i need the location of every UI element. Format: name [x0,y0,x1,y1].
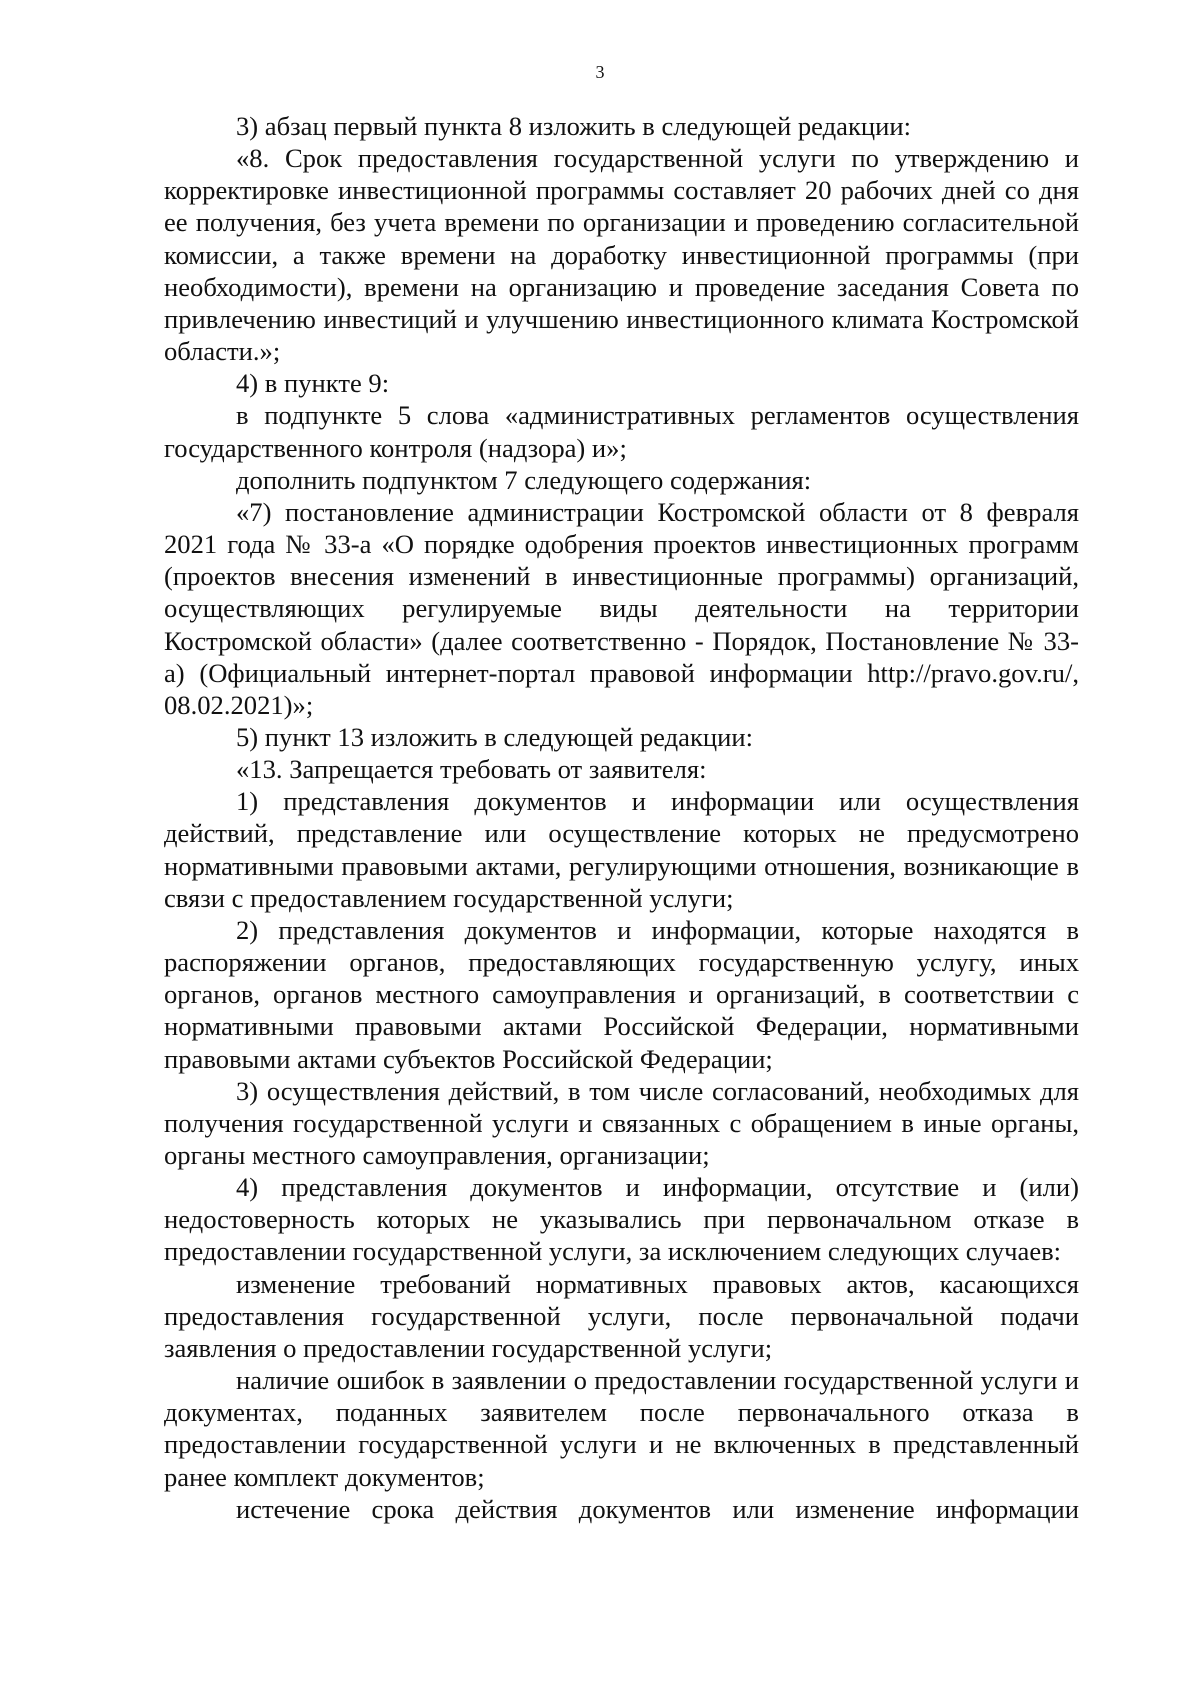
paragraph-point-8: «8. Срок предоставления государственной услуги по утверждению и корректировке инвестиционной программы составляет 20 рабочих дней со дня ее получения, без учета времени по организации и проведению согласительной комиссии, а также времени на доработку инвестиционной программы (при необходимости), времени на организацию и проведение заседания Совета по привлечению инвестиций и улучшению инвестиционного климата Костромской области.»; [164,143,1079,367]
paragraph-item-3: 3) абзац первый пункта 8 изложить в следующей редакции: [236,111,911,141]
paragraph-point-13-3: 3) осуществления действий, в том числе согласований, необходимых для получения государственной услуги и связанных с обращением в иные органы, органы местного самоуправления, организации; [164,1075,1079,1170]
paragraph-point-13: «13. Запрещается требовать от заявителя: [236,754,707,785]
paragraph-point-13-4: 4) представления документов и информации, отсутствие и (или) недостоверность которых не указывались при первоначальном отказе в предоставлении государственной услуги, за исключением следующих случаев: [164,1172,1079,1267]
paragraph-add-subitem-7: дополнить подпунктом 7 следующего содержания: [236,464,812,495]
paragraph-case-1: изменение требований нормативных правовых актов, касающихся предоставления государственной услуги, после первоначальной подачи заявления о предоставлении государственной услуги; [164,1268,1079,1363]
paragraph-case-2: наличие ошибок в заявлении о предоставлении государственной услуги и документах, поданных заявителем после первоначального отказа в предоставлении государственной услуги и не включенных в представленный ранее комплект документов; [164,1365,1079,1492]
page-number: 3 [595,62,605,82]
document-body [164,110,1079,1525]
paragraph-point-13-1: 1) представления документов и информации или осуществления действий, представление или осуществление которых не предусмотрено нормативными правовыми актами, регулирующими отношения, возникающие в связи с предоставлением государственной услуги; [164,786,1079,913]
paragraph-case-3: истечение срока действия документов или изменение информации [236,1493,1079,1524]
paragraph-subitem-5: в подпункте 5 слова «административных регламентов осуществления государственного контроля (надзора) и»; [164,400,1079,463]
paragraph-item-4: 4) в пункте 9: [236,368,390,399]
paragraph-item-5: 5) пункт 13 изложить в следующей редакции: [236,721,753,752]
paragraph-point-13-2: 2) представления документов и информации, которые находятся в распоряжении органов, предоставляющих государственную услугу, иных органов, органов местного самоуправления и организаций, в соответствии с нормативными правовыми актами Российской Федерации, нормативными правовыми актами субъектов Российской Федерации; [164,914,1079,1074]
paragraph-subitem-7-text: «7) постановление администрации Костромской области от 8 февраля 2021 года № 33-а «О порядке одобрения проектов инвестиционных программ (проектов внесения изменений в инвестиционные программы) организаций, осуществляющих регулируемые виды деятельности на территории Костромской области» (далее соответственно - Порядок, Постановление № 33-а) (Официальный интернет-портал правовой информации http://pravo.gov.ru/, 08.02.2021)»; [164,496,1079,720]
